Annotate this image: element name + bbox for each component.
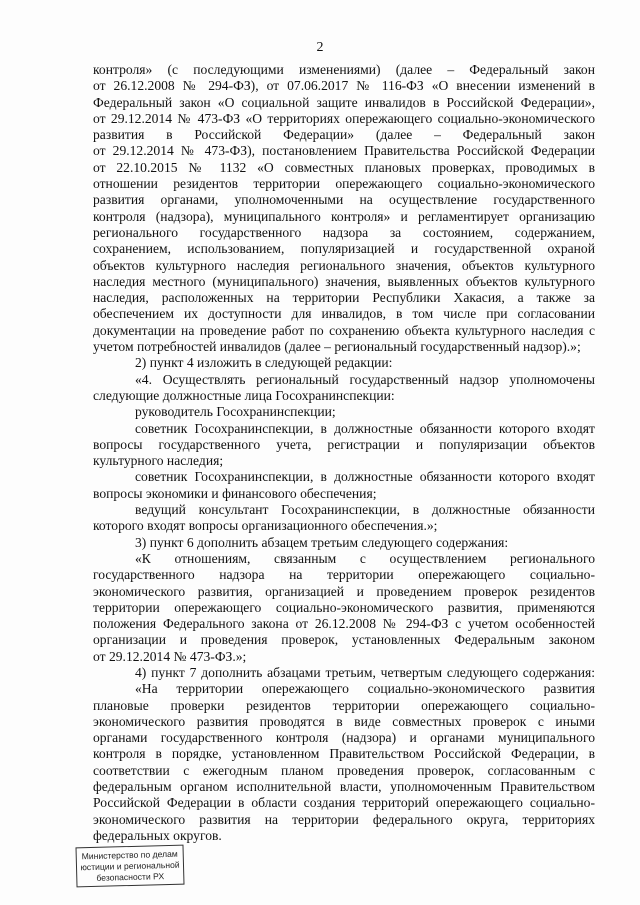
text-line: 2) пункт 4 изложить в следующей редакции: [135, 355, 393, 371]
text-line: федеральным органом исполнительной власти, уполномоченным Правительством [93, 779, 595, 795]
text-line: экономического развития, организацией и проведением проверок резидентов [93, 583, 595, 599]
text-line: «4. Осуществлять региональный государственный надзор уполномочены [135, 371, 595, 387]
text-line: развития в Российской Федерации» (далее – Федеральный закон [93, 127, 595, 143]
text-line: обеспечением их доступности для инвалидов, в том числе при согласовании [93, 306, 595, 322]
text-line: объектов культурного наследия регионального значения, объектов культурного [93, 257, 595, 273]
text-line: соответствии с ежегодным планом проведения проверок, согласованным с [93, 762, 595, 778]
text-line: сохранением, использованием, популяризацией и государственной охраной [93, 241, 595, 257]
ministry-stamp [75, 845, 184, 888]
text-line: следующие должностные лица Госохранинспекции: [93, 387, 395, 403]
text-line: от 29.12.2014 № 473-ФЗ), постановлением Правительства Российской Федерации [93, 143, 595, 159]
text-line: «На территории опережающего социально-экономического развития [135, 681, 595, 697]
text-line: территории опережающего социально-экономического развития, применяются [93, 599, 595, 615]
text-line: Российской Федерации в области создания территорий опережающего социально- [93, 795, 595, 811]
text-line: учетом потребностей инвалидов (далее – региональный государственный надзор).»; [93, 339, 581, 355]
text-line: контроля в порядке, установленном Правительством Российской Федерации, в [93, 746, 595, 762]
text-line: культурного наследия; [93, 453, 224, 469]
text-line: экономического развития на территории федерального округа, территориях [93, 811, 595, 827]
text-line: органами государственного контроля (надзора) и органами муниципального [93, 730, 595, 746]
text-line: советник Госохранинспекции, в должностные обязанности которого входят [135, 469, 595, 485]
text-line: от 26.12.2008 № 294-ФЗ), от 07.06.2017 № 116-ФЗ «О внесении изменений в [93, 78, 595, 94]
text-line: советник Госохранинспекции, в должностные обязанности которого входят [135, 420, 595, 436]
text-line: развития органами, уполномоченными на осуществление государственного [93, 192, 595, 208]
text-line: контроля (надзора), муниципального контроля» и регламентирует организацию [93, 208, 595, 224]
text-line: от 22.10.2015 № 1132 «О совместных плановых проверках, проводимых в [93, 159, 595, 175]
text-line: ведущий консультант Госохранинспекции, в должностные обязанности [135, 502, 595, 518]
text-line: федеральных округов. [93, 827, 222, 843]
page-number: 2 [316, 40, 324, 55]
text-line: контроля» (с последующими изменениями) (далее – Федеральный закон [93, 62, 595, 77]
stamp-line: безопасности РХ [96, 871, 165, 883]
text-line: положения Федерального закона от 26.12.2008 № 294-ФЗ с учетом особенностей [93, 616, 595, 632]
text-line: плановые проверки резидентов территории опережающего социально- [93, 697, 595, 713]
text-line: государственного надзора на территории опережающего социально- [93, 567, 595, 583]
text-line: вопросы государственного учета, регистрации и популяризации объектов [93, 436, 595, 452]
text-line: от 29.12.2014 № 473-ФЗ «О территориях опережающего социально-экономического [93, 110, 595, 126]
text-line: которого входят вопросы организационного обеспечения.»; [93, 518, 438, 534]
stamp-line: Министерство по делам [81, 848, 178, 862]
text-line: от 29.12.2014 № 473-ФЗ.»; [93, 648, 247, 664]
text-line: документации на проведение работ по сохранению объекта культурного наследия с [93, 322, 595, 338]
text-line: регионального государственного надзора за состоянием, содержанием, [93, 224, 595, 240]
text-line: 4) пункт 7 дополнить абзацами третьим, четвертым следующего содержания: [135, 664, 595, 680]
text-line: экономического развития проводятся в виде совместных проверок с иными [93, 713, 595, 729]
text-line: наследия, расположенных на территории Республики Хакасия, а также за [93, 290, 595, 306]
text-line: 3) пункт 6 дополнить абзацем третьим следующего содержания: [135, 534, 509, 550]
text-line: вопросы экономики и финансового обеспечения; [93, 485, 377, 501]
text-line: наследия местного (муниципального) значения, выявленных объектов культурного [93, 273, 595, 289]
text-line: организации и проведения проверок, установленных Федеральным законом [93, 632, 595, 648]
text-line: отношении резидентов территории опережающего социально-экономического [93, 176, 595, 192]
document-body [93, 62, 595, 844]
text-line: Федеральный закон «О социальной защите инвалидов в Российской Федерации», [93, 94, 595, 110]
text-line: руководитель Госохранинспекции; [135, 404, 336, 420]
stamp-line: юстиции и региональной [80, 859, 180, 873]
text-line: «К отношениям, связанным с осуществлением регионального [135, 550, 595, 566]
